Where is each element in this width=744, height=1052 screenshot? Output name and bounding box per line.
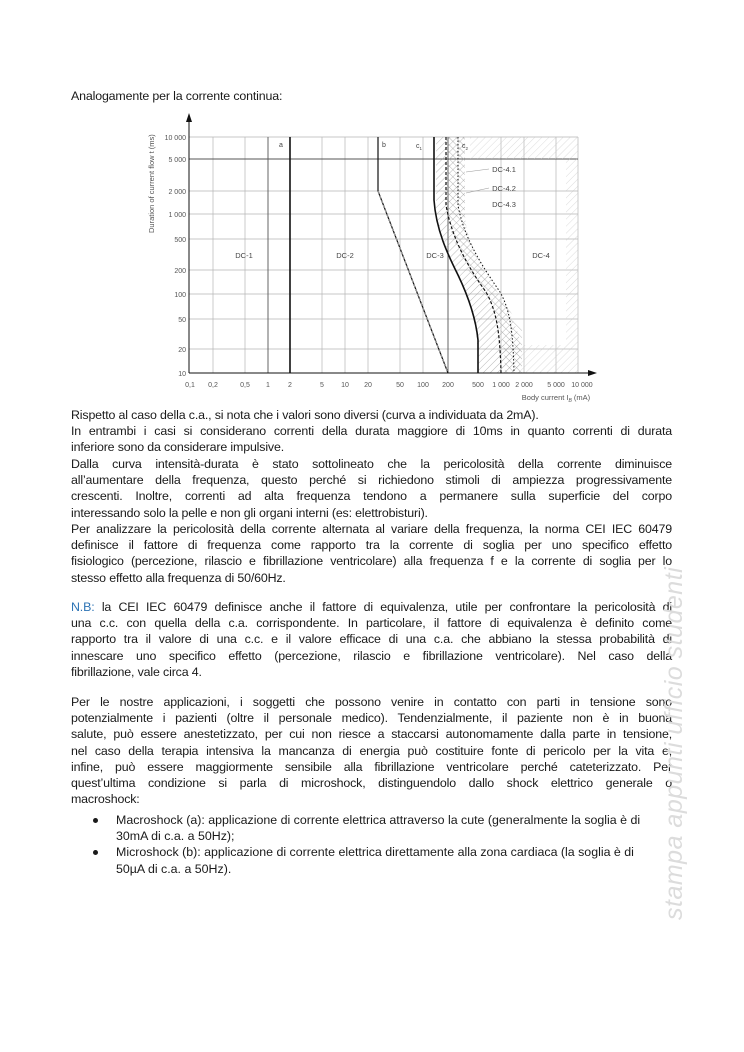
svg-text:0,1: 0,1	[185, 382, 195, 389]
watermark	[628, 560, 688, 930]
text-line: macroshock:	[71, 792, 140, 807]
text-line: inferiore sono da considerare impulsive.	[71, 440, 285, 455]
svg-text:20: 20	[364, 382, 372, 389]
paragraph-duration	[71, 423, 672, 455]
intro-text: Analogamente per la corrente continua:	[71, 89, 283, 103]
dc-time-current-chart	[140, 108, 620, 408]
text-line: infine, può essere maggiormente sensibile alla fibrillazione ventricolare perché cateterizzato. Per	[71, 759, 672, 774]
text-line: Microshock (b): applicazione di corrente elettrica direttamente alla zona cardiaca (la soglia è di	[116, 845, 634, 860]
bullet-icon	[93, 818, 98, 823]
paragraph-equivalence-factor	[71, 599, 672, 680]
text-line: definisce il fattore di frequenza come rapporto tra la corrente di soglia per uno specifico effetto	[71, 538, 672, 553]
paragraph-frequency-factor	[71, 521, 672, 586]
svg-text:2: 2	[288, 382, 292, 389]
svg-text:1 000: 1 000	[492, 382, 510, 389]
text-line: innescare uno specifico effetto (percezione, rilascio e fibrillazione ventricolare). Nel caso della	[71, 648, 672, 663]
text-line: crescenti. Inoltre, correnti ad alta frequenza tendono a permanere sulla superficie del corpo	[71, 489, 672, 504]
text-line: interessando solo la pelle e non gli organi interni (es: elettrobisturi).	[71, 505, 428, 520]
svg-text:1 000: 1 000	[168, 212, 186, 219]
svg-text:a: a	[279, 142, 283, 149]
svg-text:500: 500	[472, 382, 484, 389]
svg-text:200: 200	[442, 382, 454, 389]
svg-text:DC-4.3: DC-4.3	[492, 200, 516, 209]
svg-text:2 000: 2 000	[168, 189, 186, 196]
text-line	[71, 599, 672, 615]
svg-text:50: 50	[178, 317, 186, 324]
svg-text:DC-3: DC-3	[426, 251, 444, 260]
svg-text:b: b	[382, 142, 386, 149]
text-line: nel caso della terapia intensiva la mancanza di energia può costituire fonte di pericolo per la vita e,	[71, 743, 672, 758]
shock-types-list	[89, 812, 672, 877]
bullet-icon	[93, 850, 98, 855]
text-line: Macroshock (a): applicazione di corrente elettrica attraverso la cute (generalmente la soglia è di	[116, 813, 641, 827]
text-line: fibrillazione, vale circa 4.	[71, 664, 202, 679]
text-line: Per analizzare la pericolosità della corrente alternata al variare della frequenza, la norma CEI IEC 60479	[71, 522, 672, 536]
svg-text:DC-4.2: DC-4.2	[492, 184, 516, 193]
text-line: rapporto tra il valore di una c.c. e il valore efficace di una c.a. che abbiano la stessa probabilità di	[71, 632, 672, 647]
text-line: fisiologico (percezione, rilascio e fibrillazione ventricolare) alla frequenza f e la corrente di soglia per lo	[71, 554, 672, 569]
svg-text:5: 5	[320, 382, 324, 389]
watermark-text: stampa appunti ufficio studenti	[660, 566, 688, 920]
svg-text:0,2: 0,2	[208, 382, 218, 389]
svg-text:DC-4.1: DC-4.1	[492, 165, 516, 174]
text-span: la CEI IEC 60479 definisce anche il fattore di equivalenza, utile per confrontare la pericolosità di	[94, 600, 672, 614]
svg-text:5 000: 5 000	[168, 157, 186, 164]
svg-text:100: 100	[174, 292, 186, 299]
svg-text:20: 20	[178, 347, 186, 354]
svg-text:DC-1: DC-1	[235, 251, 253, 260]
svg-text:500: 500	[174, 237, 186, 244]
svg-text:10 000: 10 000	[164, 135, 186, 142]
list-item-microshock	[89, 844, 672, 876]
svg-text:Body current IB (mA): Body current $I_B$ (mA)	[521, 393, 591, 404]
svg-text:100: 100	[417, 382, 429, 389]
svg-text:10 000: 10 000	[571, 382, 593, 389]
svg-text:DC-4: DC-4	[532, 251, 550, 260]
svg-text:DC-2: DC-2	[336, 251, 354, 260]
svg-text:1: 1	[266, 382, 270, 389]
text-line: salute, può essere anestetizzato, per cui non riesce a staccarsi autonomamente dalla parte in tensione,	[71, 727, 672, 742]
paragraph-frequency-danger	[71, 456, 672, 521]
text-line: stesso effetto alla frequenza di 50/60Hz.	[71, 570, 286, 585]
svg-text:10: 10	[178, 371, 186, 378]
svg-text:c1: $c_1$	[416, 143, 423, 151]
svg-text:10: 10	[341, 382, 349, 389]
list-item-macroshock	[89, 812, 672, 844]
text-line: In entrambi i casi si considerano correnti della durata maggiore di 10ms in quanto correnti di durata	[71, 424, 672, 438]
text-line: una c.c. con quella della c.a. corrispondente. In particolare, il fattore di equivalenza è definito come	[71, 616, 672, 631]
svg-text:2 000: 2 000	[515, 382, 533, 389]
paragraph-patients	[71, 694, 672, 807]
text-line: 30mA di c.a. a 50Hz);	[116, 829, 235, 844]
nb-label: N.B:	[71, 600, 95, 614]
text-line: 50µA di c.a. a 50Hz).	[116, 861, 232, 876]
text-line: all’aumentare della frequenza, questo perché si richiedono stimoli di ampiezza progressivamente	[71, 473, 672, 488]
text-line: potenzialmente i pazienti (oltre il personale medico). Tendenzialmente, il paziente non è in buona	[71, 711, 672, 726]
text-line: Per le nostre applicazioni, i soggetti che possono venire in contatto con parti in tensione sono	[71, 695, 672, 709]
svg-text:5 000: 5 000	[547, 382, 565, 389]
paragraph-ac-comparison: Rispetto al caso della c.a., si nota che i valori sono diversi (curva a individuata da 2mA).	[71, 408, 539, 422]
svg-text:c2: $c_2$	[462, 143, 469, 151]
text-line: quest’ultima condizione si parla di microshock, distinguendolo dallo shock elettrico generale o	[71, 776, 672, 791]
text-line: Dalla curva intensità-durata è stato sottolineato che la pericolosità della corrente diminuisce	[71, 457, 672, 471]
svg-text:200: 200	[174, 268, 186, 275]
svg-text:50: 50	[396, 382, 404, 389]
svg-text:Duration of current flow t (ms: Duration of current flow t (ms)	[147, 134, 156, 233]
svg-text:0,5: 0,5	[240, 382, 250, 389]
